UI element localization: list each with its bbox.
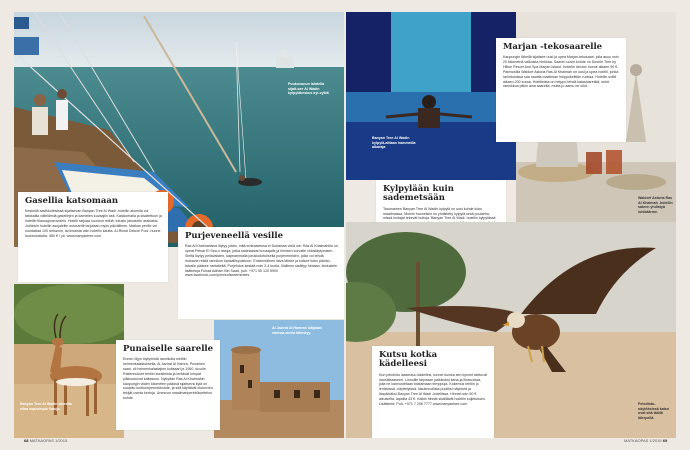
fort-illustration bbox=[214, 320, 344, 438]
eagle-article-body: Kun petolintu laskeutuu kädellesi, tunnet kuinka sen kynnet tarttuvat hansikkaaseen. Linnuille tarjotaan palkkioksi kana-ja liharuokaa, jolla ne kannustetaan toistamaan temppuja. Kokemus tehtiin jo lentävissä -näyttelyissä. Nautinnollista puoliksi näytöstä ja iltapäiväksi Banyan Tree Al Wadi -hotellissa. Hinnat noin 50 € aikuiselta, lapsilta 43 €. Kaikki hinnat sisältävät hotellin kuljetuksen. Lisätiedot: Puh. +971 7 206 7777 www.banyantree.com bbox=[379, 372, 488, 406]
infinity-pool-caption: Puukuvunun lahdella sijait-see Al Wadin kylpyläkeskus kyl-vylöä bbox=[288, 82, 329, 96]
spa-pool-photo bbox=[346, 12, 516, 180]
marjan-article bbox=[496, 38, 626, 142]
gazelle-photo bbox=[14, 284, 124, 438]
spa-article-title: Kylpylään kuin sademetsään bbox=[383, 184, 454, 204]
al-jazirat-caption: Al Jazirat Al Hamran lahjaaan vanhaa ateria lähestyy. bbox=[272, 326, 323, 335]
gazelle-illustration bbox=[14, 284, 124, 438]
eagle-article-title: Kutsu kotka kädelleesi bbox=[379, 350, 438, 370]
left-page bbox=[14, 12, 344, 438]
spa-pool-illustration bbox=[346, 12, 516, 180]
right-footer bbox=[624, 438, 667, 443]
right-magazine-name: MATKAOPAS 1/2015 bbox=[624, 438, 662, 443]
sailing-article bbox=[178, 227, 344, 319]
marjan-article-body: Kaupungin lähellä sijaitsee uusi ja upea Marjan-tekosaari, jolla asuu noin 20 kilometriä valkoista hiekkaa. Saaren uusin kohde on Double Tree by Hilton Resort And Spa Marjan Island. Hotellin deluxe-huone alkaen 90 €. Palmuisilla Waldorf Astoria Ras Al Khaimah on uusi ja upea hotelli, jonka ravintoloissa saa nauttia maailman huippukeittiön ruokaa. Hotellin sviitit alkaen 200 euroa. Hotelleista on helppo tehdä kalastusretkiä, sekä rannikkoa pitkin aina saarelta, mutta jo aamu on ollut. bbox=[503, 55, 619, 89]
gazelle-article-title: Gasellia katsomaan bbox=[25, 196, 119, 206]
eagle-article bbox=[372, 346, 494, 438]
sailing-article-body: Ras Al Khaimahissa löytyy jotain, mitä emiraateissa ei Dubaissa vielä ole: Ras Al Khaimahilla on upeat Pelsar El Sea-n aivoja, jotka sadetaavat kuvaajalle ja ihmisen korvalle virkistäytymisen. Sieltä löytyy pellavaisten, kapeammalla jorukiodotuksella purjeveneiden, joilla voi tehdä mukavia retkiä rannikon kansallispuistoon. Ensimmäinen laiva lähtee ja kulkee koko päivän, laivalle pääsee rantatieltä. Purjehdus kestää noin 2-4 tuntia. Illallinen sisältyy hintaan, tiedustele lisätietoja Fuhad Adham Bin Saad, puh. +971 55 120 5900 www.facebook.com/princeofseaemirates bbox=[185, 244, 338, 278]
spa-article-body: Tarumainen Banyan Tree Al Wadin kylpylä on uusi kohde koko maailmassa. Moniin huoneisiin on yhdistetty kylpylä sekä puutarha, niissä hoitajat tekevät hoitoja. Banyan Tree Al Wadi -hotellin kylpylässä bbox=[383, 206, 496, 221]
banyan-tree-caption: Banyan Tree Al Wadin kylpylä-alttaan hammeilla aikaraja bbox=[372, 136, 416, 150]
eagle-caption: Petoilintu-näytöksissä katso ovat sitä täällä lähepellä. bbox=[638, 402, 669, 421]
gazelle-caption: Banyan Tree Al Wadin alueella ellaa sopivimpia lintuja. bbox=[20, 402, 72, 411]
marjan-article-title: Marjan -tekosaarelle bbox=[503, 42, 603, 52]
right-page-number: 69 bbox=[662, 438, 668, 443]
left-magazine-name: MATKAOPAS 1/2015 bbox=[29, 438, 68, 443]
red-island-article-title: Punaiselle saarelle bbox=[123, 344, 214, 354]
fort-photo bbox=[214, 320, 344, 438]
waldorf-caption: Waldorf Astoria Ras Al Khaimah -hotellin sateen yhdistyä lohikäärme. bbox=[638, 196, 673, 215]
gazelle-article bbox=[18, 192, 168, 282]
sailing-article-title: Purjeveneellä vesille bbox=[185, 231, 284, 241]
left-page-number: 68 bbox=[24, 438, 29, 443]
red-island-article bbox=[116, 340, 220, 430]
right-page bbox=[346, 12, 676, 438]
left-footer bbox=[24, 438, 67, 443]
red-island-article-body: Ennen öljyn löytymistä rannikolla elettiin helmenkalastuksella. Al Jazirat Al Hamra, Punainen saari, oli helmenkalastajien kotisaari ja 1950 -luvulle. Rakennukset tehtiin koralleista ja lentävät lumpat pilkkoutuivat kaltasuun. Nykyään Ras Al Khaimahin kaupungin viiden kilometrin päässä sijaitseva kylä on suojeltu kulttuuriperintökohde, ja sitä käyttävät elokuvien tekijät useita kertoja. Unescon maailmanperintöluettelon kohde. bbox=[123, 357, 213, 401]
gazelle-article-body: Keskellä aavikkoleisissä sijaitsevan Banyan Tree Al Wadi -hotellin alueella voi tarkkailla villieläimiä gasellejen ja kamelien kuvaajiin asti. Kaskiomalla ja kisatettuun ja hotellin tilausajoneuvoihin. Hotelli tarjoaa luonnon retkiä, tutustu jakoiselle arabiaksi. Joihinkin hotellin asujaleille ostosreitit tarjotaan myös päivällinen. Matkan perille voi noudattaa 100 dirhamin, tai ilmaista vain hotellin kautta. Al-Rimal Deluxe Pool -huone tuokiohoidolla. 480 € / yö. www.banyantree.com bbox=[25, 209, 162, 238]
